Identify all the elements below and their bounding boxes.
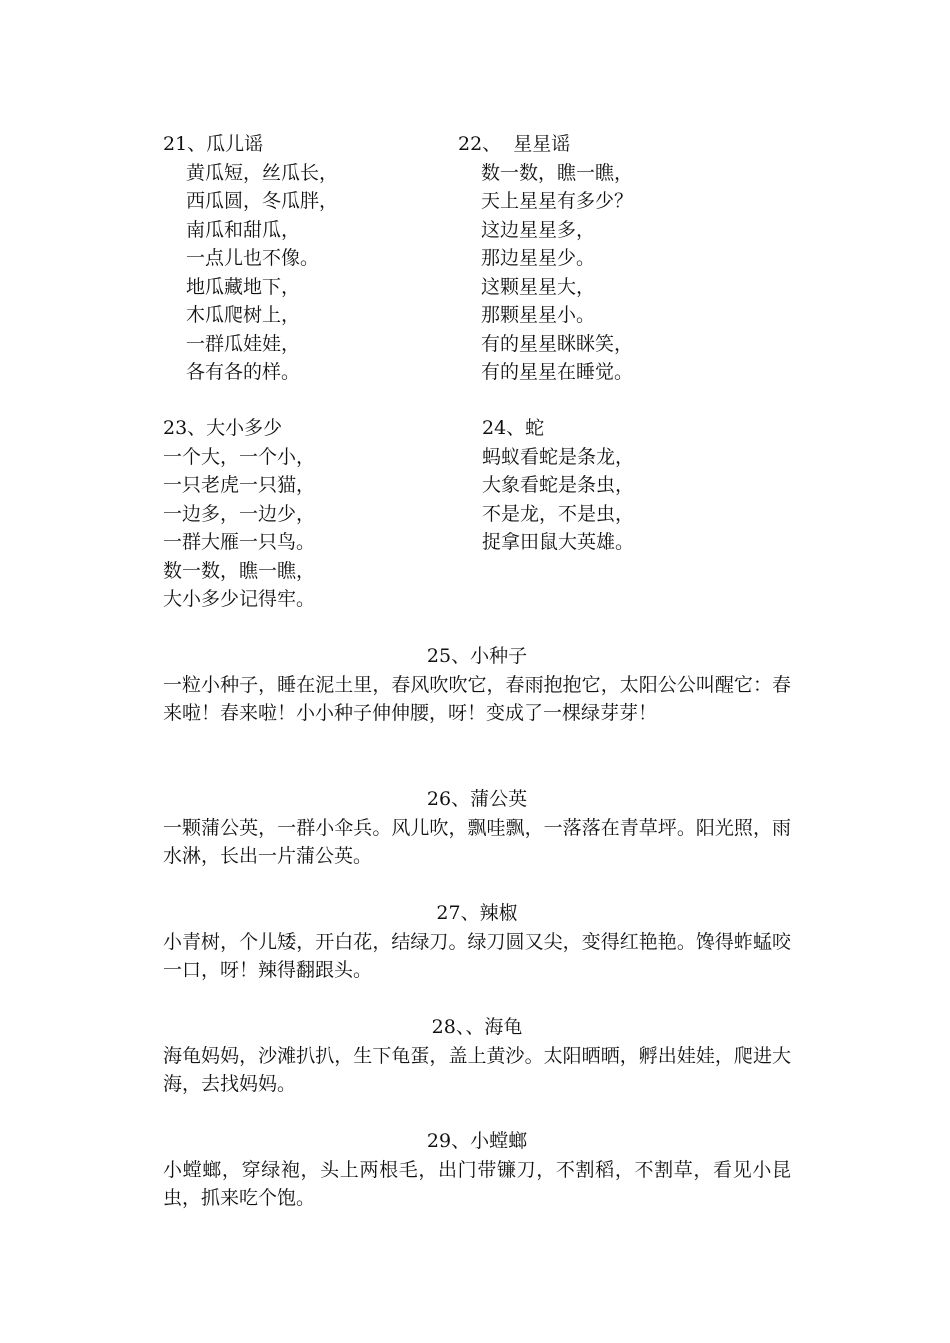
section-text: 海龟妈妈，沙滩扒扒，生下龟蛋，盖上黄沙。太阳晒晒，孵出娃娃，爬进大海，去找妈妈。 xyxy=(163,1044,791,1095)
section-title: 29、小螳螂 xyxy=(426,1130,528,1152)
poem-line: 不是龙，不是虫， xyxy=(482,502,635,525)
section-text: 小螳螂，穿绿袍，头上两根毛，出门带镰刀，不割稻，不割草，看见小昆虫，抓来吃个饱。 xyxy=(163,1158,791,1209)
poem-title: 22、 星星谣 xyxy=(458,133,571,155)
poem-line: 一只老虎一只猫， xyxy=(163,474,316,496)
poem-line: 这边星星多， xyxy=(481,218,596,241)
section-text: 一粒小种子，睡在泥土里，春风吹吹它，春雨抱抱它，太阳公公叫醒它：春来啦！春来啦！小小种子伸伸腰，呀！变成了一棵绿芽芽！ xyxy=(163,673,791,724)
section-title: 28、、海龟 xyxy=(431,1016,523,1038)
poem-line: 这颗星星大， xyxy=(481,275,596,298)
poem-21 xyxy=(163,130,338,387)
poem-line: 有的星星在睡觉。 xyxy=(481,361,634,383)
poem-line: 一群瓜娃娃， xyxy=(186,332,301,355)
poem-title: 23、大小多少 xyxy=(163,417,283,439)
poem-title: 21、瓜儿谣 xyxy=(163,133,264,155)
poem-line: 地瓜藏地下， xyxy=(186,275,301,298)
section-title: 27、辣椒 xyxy=(436,902,518,924)
poem-line: 有的星星眯眯笑， xyxy=(481,332,634,355)
poem-title: 24、蛇 xyxy=(482,417,545,439)
section-27 xyxy=(163,899,791,985)
section-title: 26、蒲公英 xyxy=(426,788,528,810)
poem-line: 一点儿也不像。 xyxy=(186,247,320,269)
poem-line: 黄瓜短，丝瓜长， xyxy=(186,161,339,184)
poem-line: 一边多，一边少， xyxy=(163,502,316,525)
section-text: 一颗蒲公英，一群小伞兵。风儿吹，飘哇飘，一落落在青草坪。阳光照，雨水淋，长出一片蒲公英。 xyxy=(163,816,791,867)
poem-line: 捉拿田鼠大英雄。 xyxy=(482,531,635,553)
poem-line: 一群大雁一只鸟。 xyxy=(163,531,316,553)
poem-line: 那边星星少。 xyxy=(481,247,596,269)
poem-line: 大小多少记得牢。 xyxy=(163,588,316,610)
poem-line: 蚂蚁看蛇是条龙， xyxy=(482,445,635,468)
poem-23 xyxy=(163,414,315,614)
section-29 xyxy=(163,1127,791,1213)
section-28 xyxy=(163,1013,791,1099)
poem-line: 各有各的样。 xyxy=(186,361,301,383)
poem-line: 南瓜和甜瓜， xyxy=(186,218,301,241)
poem-24 xyxy=(482,414,634,557)
poem-22 xyxy=(458,130,633,387)
poem-line: 木瓜爬树上， xyxy=(186,304,301,326)
poem-line: 数一数，瞧一瞧， xyxy=(481,161,634,184)
poem-line: 那颗星星小。 xyxy=(481,304,596,326)
section-25 xyxy=(163,642,791,728)
poem-line: 天上星星有多少？ xyxy=(481,190,634,212)
poem-line: 数一数，瞧一瞧， xyxy=(163,559,316,582)
section-text: 小青树，个儿矮，开白花，结绿刀。绿刀圆又尖，变得红艳艳。馋得蚱蜢咬一口，呀！辣得翻跟头。 xyxy=(163,930,791,981)
section-26 xyxy=(163,785,791,871)
section-title: 25、小种子 xyxy=(426,645,528,667)
poem-line: 西瓜圆，冬瓜胖， xyxy=(186,190,339,212)
poem-line: 大象看蛇是条虫， xyxy=(482,474,635,496)
poem-line: 一个大，一个小， xyxy=(163,445,316,468)
